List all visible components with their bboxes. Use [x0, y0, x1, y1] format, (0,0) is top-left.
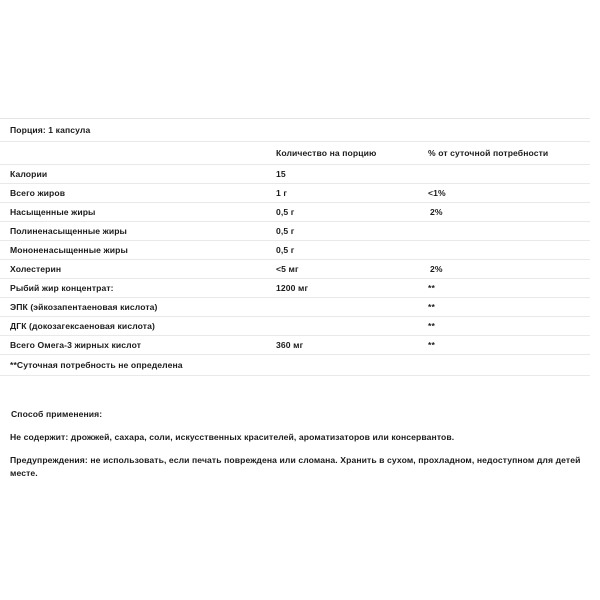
- daily-value-footnote-row: [0, 355, 590, 376]
- nutrient-name: Холестерин: [0, 260, 276, 279]
- nutrient-daily-value: <1%: [428, 184, 590, 203]
- free-from-statement: Не содержит: дрожжей, сахара, соли, искусственных красителей, ароматизаторов или консервантов.: [10, 432, 455, 442]
- nutrient-daily-value: [428, 222, 590, 241]
- usage-directions-label: Способ применения:: [11, 409, 103, 419]
- column-header-row: [0, 142, 590, 165]
- nutrient-amount: 15: [276, 165, 428, 184]
- supplement-facts-panel: [0, 118, 590, 376]
- table-row: [0, 336, 590, 355]
- serving-size-spacer-amount: [276, 119, 428, 142]
- nutrient-name: ДГК (докозагексаеновая кислота): [0, 317, 276, 336]
- serving-size-row: [0, 119, 590, 142]
- nutrient-name: Всего жиров: [0, 184, 276, 203]
- serving-size-label: Порция: 1 капсула: [0, 119, 276, 142]
- nutrient-daily-value: [428, 203, 590, 222]
- nutrient-name: Всего Омега-3 жирных кислот: [0, 336, 276, 355]
- table-row: [0, 184, 590, 203]
- table-row: [0, 298, 590, 317]
- table-row: [0, 165, 590, 184]
- nutrient-daily-value: **: [428, 279, 590, 298]
- nutrient-name: Полиненасыщенные жиры: [0, 222, 276, 241]
- column-header-daily-value: % от суточной потребности: [428, 142, 590, 165]
- table-row: [0, 222, 590, 241]
- footer-text-block: [0, 408, 590, 480]
- nutrient-amount: <5 мг: [276, 260, 428, 279]
- nutrient-amount: 0,5 г: [276, 241, 428, 260]
- nutrient-name: Мононенасыщенные жиры: [0, 241, 276, 260]
- column-header-name: [0, 142, 276, 165]
- nutrient-amount: 1 г: [276, 184, 428, 203]
- nutrient-amount: 1200 мг: [276, 279, 428, 298]
- nutrient-name: Калории: [0, 165, 276, 184]
- nutrient-name: ЭПК (эйкозапентаеновая кислота): [0, 298, 276, 317]
- nutrition-table-body: [0, 119, 590, 376]
- nutrient-name: Насыщенные жиры: [0, 203, 276, 222]
- column-header-amount-per-serving: Количество на порцию: [276, 142, 428, 165]
- nutrient-daily-value: **: [428, 317, 590, 336]
- table-row: [0, 241, 590, 260]
- table-row: [0, 279, 590, 298]
- nutrient-daily-value: **: [428, 298, 590, 317]
- nutrient-daily-value: [428, 165, 590, 184]
- nutrition-table: [0, 118, 590, 376]
- daily-value-footnote: **Суточная потребность не определена: [0, 355, 590, 376]
- nutrient-daily-value: **: [428, 336, 590, 355]
- nutrient-daily-value-text: 2%: [430, 263, 443, 274]
- nutrient-amount: 360 мг: [276, 336, 428, 355]
- nutrient-amount: 0,5 г: [276, 203, 428, 222]
- table-row: [0, 260, 590, 279]
- warning-statement: Предупреждения: не использовать, если печать повреждена или сломана. Хранить в сухом, прохладном, недоступном для детей месте.: [10, 455, 581, 478]
- nutrient-name: Рыбий жир концентрат:: [0, 279, 276, 298]
- nutrient-daily-value: [428, 241, 590, 260]
- nutrient-amount: [276, 298, 428, 317]
- nutrient-amount: 0,5 г: [276, 222, 428, 241]
- serving-size-spacer-dv: [428, 119, 590, 142]
- table-row: [0, 203, 590, 222]
- table-row: [0, 317, 590, 336]
- nutrient-daily-value-text: 2%: [430, 206, 443, 217]
- nutrient-amount: [276, 317, 428, 336]
- nutrient-daily-value: [428, 260, 590, 279]
